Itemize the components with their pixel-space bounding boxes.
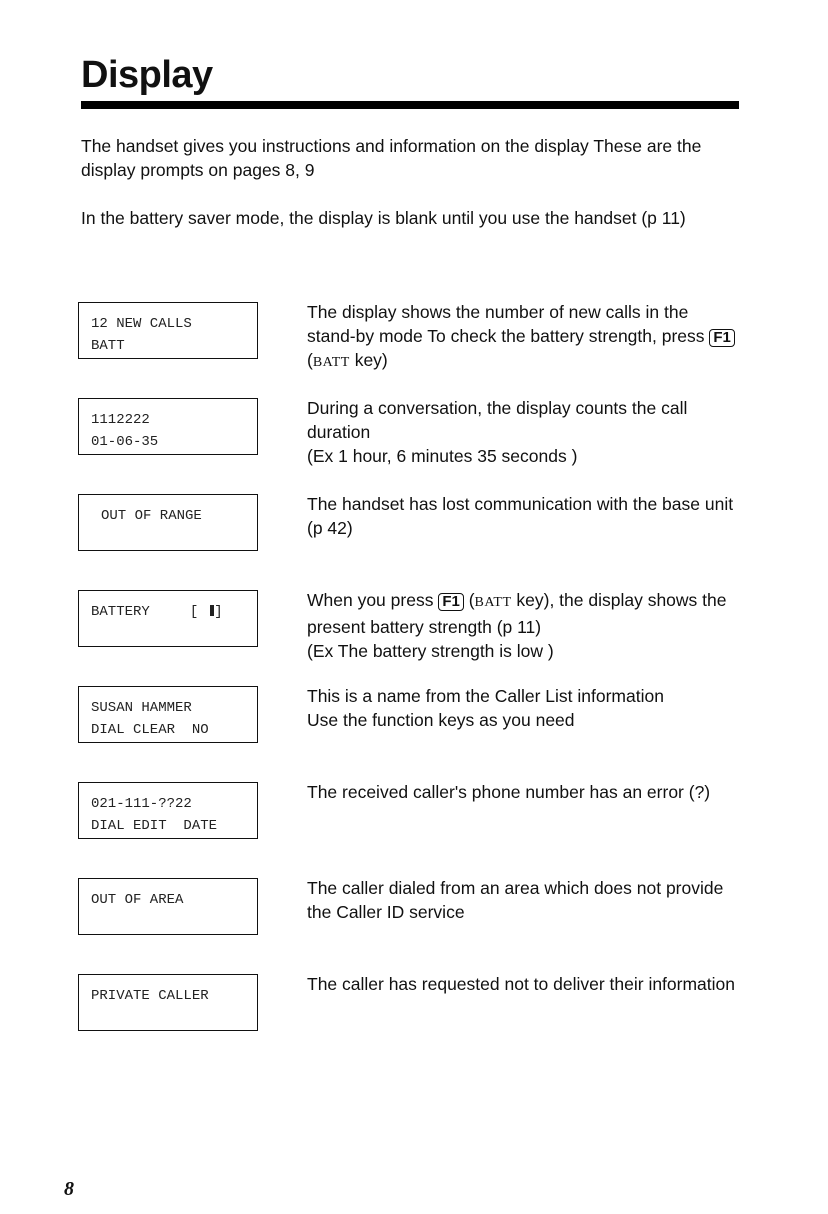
lcd-line-1: 1112222 (91, 412, 150, 428)
batt-key-label: BATT (474, 595, 512, 610)
page-title: Display (81, 54, 213, 96)
title-rule (81, 101, 739, 109)
lcd-battery-open: [ (189, 604, 199, 620)
entry-description: The caller has requested not to deliver their information (307, 974, 736, 994)
entry-description (307, 684, 737, 732)
lcd-line-2: 01-06-35 (91, 434, 159, 450)
lcd-display (78, 494, 258, 551)
intro-paragraph-1: The handset gives you instructions and information on the display These are the display prompts on pages 8, 9 (81, 136, 702, 180)
desc-text: The display shows the number of new calls in the stand-by mode To check the battery strength, press (307, 302, 710, 346)
batt-key-label: BATT (312, 355, 350, 370)
desc-text: ( (307, 350, 313, 370)
entry-description (307, 588, 737, 663)
lcd-line-1: 12 NEW CALLS (91, 316, 192, 332)
lcd-line-1 (91, 601, 257, 623)
desc-text: During a conversation, the display counts the call duration (307, 398, 688, 442)
f1-key-icon: F1 (709, 329, 735, 347)
desc-text: ( (463, 590, 475, 610)
lcd-line-1: OUT OF RANGE (101, 508, 202, 524)
entry-description (307, 300, 737, 375)
f1-key-icon: F1 (438, 593, 464, 611)
entry-description: The received caller's phone number has an error (?) (307, 782, 711, 802)
lcd-battery-label: BATTERY (91, 604, 150, 620)
desc-text: When you press (307, 590, 439, 610)
page-number: 8 (64, 1178, 74, 1200)
entry-description (307, 396, 737, 468)
desc-example: (Ex The battery strength is low ) (307, 641, 554, 661)
lcd-display (78, 686, 258, 743)
lcd-display (78, 974, 258, 1031)
desc-text: This is a name from the Caller List information (307, 686, 664, 706)
lcd-line-2: DIAL EDIT DATE (91, 818, 218, 834)
lcd-display (78, 782, 258, 839)
entry-description: The handset has lost communication with the base unit (p 42) (307, 494, 734, 538)
lcd-line-1: PRIVATE CALLER (91, 988, 209, 1004)
lcd-line-1: 021-111-??22 (91, 796, 192, 812)
intro-paragraph-2: In the battery saver mode, the display is blank until you use the handset (p 11) (81, 208, 686, 228)
desc-text: key) (349, 350, 388, 370)
lcd-line-2: BATT (91, 338, 125, 354)
lcd-display (78, 590, 258, 647)
lcd-display (78, 878, 258, 935)
lcd-display (78, 398, 258, 455)
lcd-line-2: DIAL CLEAR NO (91, 722, 209, 738)
lcd-line-1: SUSAN HAMMER (91, 700, 192, 716)
entry-description: The caller dialed from an area which does not provide the Caller ID service (307, 878, 724, 922)
desc-text: Use the function keys as you need (307, 710, 575, 730)
lcd-battery-close: ] (214, 604, 223, 620)
lcd-display (78, 302, 258, 359)
desc-example: (Ex 1 hour, 6 minutes 35 seconds ) (307, 446, 578, 466)
desc-text: key), the display shows the present battery strength (p 11) (307, 590, 727, 637)
lcd-line-1: OUT OF AREA (91, 892, 184, 908)
